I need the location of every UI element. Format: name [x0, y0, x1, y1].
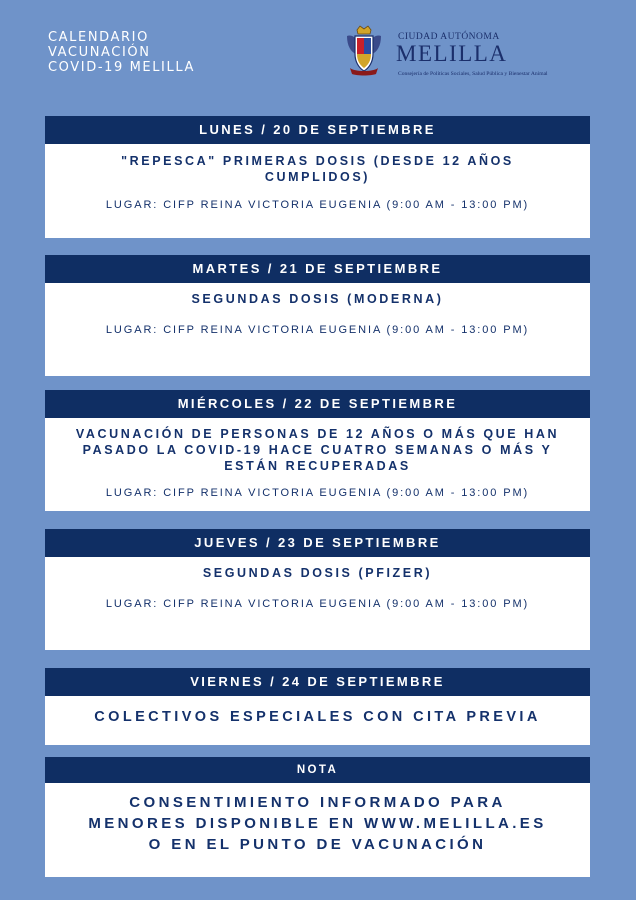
- note-line: O EN EL PUNTO DE VACUNACIÓN: [148, 836, 487, 853]
- melilla-logo: [343, 24, 603, 84]
- title-line-3: COVID-19 MELILLA: [48, 60, 195, 75]
- day-header: MIÉRCOLES / 22 DE SEPTIEMBRE: [45, 390, 590, 418]
- main-line: ESTÁN RECUPERADAS: [224, 459, 411, 473]
- day-location: LUGAR: CIFP REINA VICTORIA EUGENIA (9:00 AM - 13:00 PM): [105, 324, 530, 336]
- day-header: JUEVES / 23 DE SEPTIEMBRE: [45, 529, 590, 557]
- day-card-martes: [45, 255, 590, 376]
- note-header: NOTA: [45, 757, 590, 783]
- note-line: CONSENTIMIENTO INFORMADO PARA: [129, 794, 506, 811]
- day-header: MARTES / 21 DE SEPTIEMBRE: [45, 255, 590, 283]
- day-header: VIERNES / 24 DE SEPTIEMBRE: [45, 668, 590, 696]
- day-body: [45, 557, 590, 650]
- note-card: [45, 757, 590, 877]
- main-line: SEGUNDAS DOSIS (MODERNA): [191, 292, 444, 306]
- main-line: CUMPLIDOS): [264, 170, 371, 184]
- day-main-text: [45, 565, 590, 581]
- day-body: [45, 144, 590, 238]
- day-card-viernes: [45, 668, 590, 745]
- main-line: SEGUNDAS DOSIS (PFIZER): [202, 566, 433, 580]
- logo-city-name: MELILLA: [396, 41, 508, 66]
- day-main-text: [45, 426, 590, 474]
- day-main-text: [45, 153, 590, 185]
- main-line: PASADO LA COVID-19 HACE CUATRO SEMANAS O MÁS Y: [82, 443, 553, 457]
- coat-of-arms-icon: [343, 24, 385, 78]
- day-body: [45, 696, 590, 745]
- poster-title: [48, 30, 195, 75]
- note-body: [45, 783, 590, 877]
- main-line: "REPESCA" PRIMERAS DOSIS (DESDE 12 AÑOS: [121, 154, 514, 168]
- day-card-lunes: [45, 116, 590, 238]
- day-header: LUNES / 20 DE SEPTIEMBRE: [45, 116, 590, 144]
- note-line: MENORES DISPONIBLE EN WWW.MELILLA.ES: [88, 815, 547, 832]
- note-text: [45, 792, 590, 855]
- day-location: LUGAR: CIFP REINA VICTORIA EUGENIA (9:00 AM - 13:00 PM): [105, 199, 530, 211]
- day-body: [45, 418, 590, 511]
- day-location: LUGAR: CIFP REINA VICTORIA EUGENIA (9:00 AM - 13:00 PM): [105, 598, 530, 610]
- logo-department: Consejería de Políticas Sociales, Salud Pública y Bienestar Animal: [398, 71, 548, 77]
- main-line: VACUNACIÓN DE PERSONAS DE 12 AÑOS O MÁS QUE HAN: [75, 427, 560, 441]
- day-main-text: [45, 291, 590, 307]
- title-line-2: VACUNACIÓN: [48, 45, 151, 60]
- day-card-miercoles: [45, 390, 590, 511]
- day-main-text: COLECTIVOS ESPECIALES CON CITA PREVIA: [94, 709, 541, 725]
- day-card-jueves: [45, 529, 590, 650]
- title-line-1: CALENDARIO: [48, 30, 149, 45]
- day-body: [45, 283, 590, 376]
- logo-small-text: CIUDAD AUTÓNOMA: [398, 32, 500, 42]
- day-location: LUGAR: CIFP REINA VICTORIA EUGENIA (9:00 AM - 13:00 PM): [105, 487, 530, 499]
